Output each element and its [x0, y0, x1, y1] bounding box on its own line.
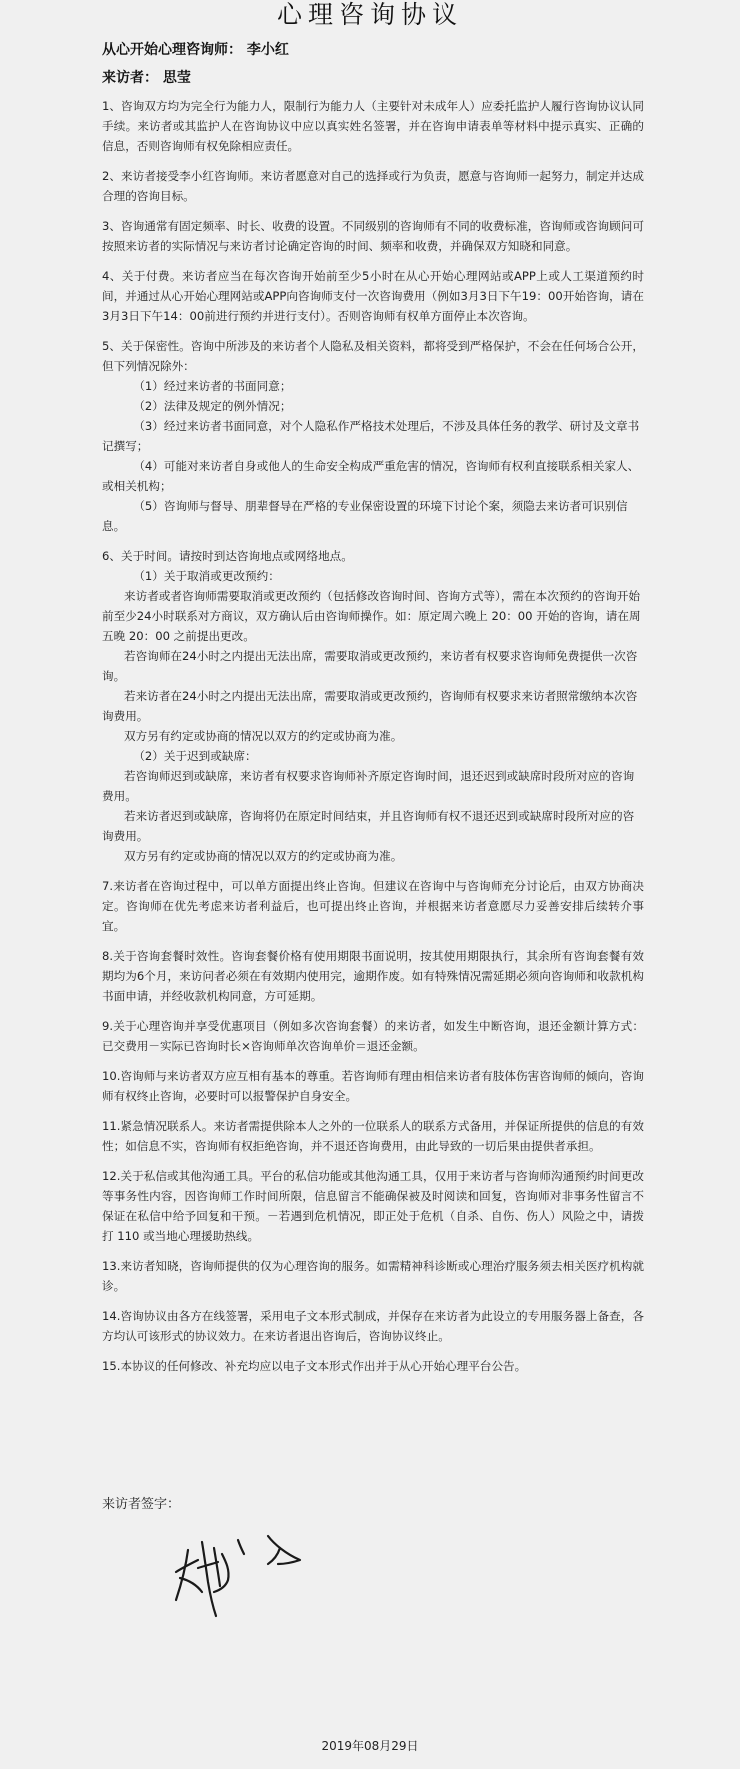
clause-15: 15.本协议的任何修改、补充均应以电子文本形式作出并于从心开始心理平台公告。 [102, 1359, 527, 1373]
agreement-body [102, 96, 644, 1386]
clause-5-item: （4）可能对来访者自身或他人的生命安全构成严重危害的情况，咨询师有权利直接联系相关家人、或相关机构； [102, 459, 640, 493]
clause-1: 1、咨询双方均为完全行为能力人，限制行为能力人（主要针对未成年人）应委托监护人履行咨询协议认同手续。来访者或其监护人在咨询协议中应以真实姓名签署，并在咨询申请表单等材料中提示真实、正确的信息，否则咨询师有权免除相应责任。 [102, 99, 644, 153]
clause-6-2-item: 若来访者迟到或缺席，咨询将仍在原定时间结束，并且咨询师有权不退还迟到或缺席时段所对应的咨询费用。 [102, 809, 635, 843]
page-title: 心理咨询协议 [276, 0, 463, 29]
clause-3: 3、咨询通常有固定频率、时长、收费的设置。不同级别的咨询师有不同的收费标准，咨询师或咨询顾问可按照来访者的实际情况与来访者讨论确定咨询的时间、频率和收费，并确保双方知晓和同意。 [102, 219, 644, 253]
clause-13: 13.来访者知晓，咨询师提供的仅为心理咨询的服务。如需精神科诊断或心理治疗服务须去相关医疗机构就诊。 [102, 1259, 644, 1293]
clause-6-intro: 6、关于时间。请按时到达咨询地点或网络地点。 [102, 549, 353, 563]
clause-12: 12.关于私信或其他沟通工具。平台的私信功能或其他沟通工具，仅用于来访者与咨询师沟通预约时间更改等事务性内容，因咨询师工作时间所限，信息留言不能确保被及时阅读和回复，咨询师对非事务性留言不保证在私信中给予回复和干预。－若遇到危机情况，即正处于危机（自杀、自伤、伤人）风险之中，请拨打 110 或当地心理援助热线。 [102, 1169, 644, 1243]
clause-5-item: （2）法律及规定的例外情况； [133, 399, 292, 413]
clause-7: 7.来访者在咨询过程中，可以单方面提出终止咨询。但建议在咨询中与咨询师充分讨论后，由双方协商决定。咨询师在优先考虑来访者利益后，也可提出终止咨询，并根据来访者意愿尽力妥善安排后续转介事宜。 [102, 879, 644, 933]
clause-4: 4、关于付费。来访者应当在每次咨询开始前至少5小时在从心开始心理网站或APP上或人工渠道预约时间，并通过从心开始心理网站或APP向咨询师支付一次咨询费用（例如3月3日下午19：00开始咨询，请在3月3日下午14：00前进行预约并进行支付）。否则咨询师有权单方面停止本次咨询。 [102, 269, 644, 323]
clause-14: 14.咨询协议由各方在线签署，采用电子文本形式制成，并保存在来访者为此设立的专用服务器上备查，各方均认可该形式的协议效力。在来访者退出咨询后，咨询协议终止。 [102, 1309, 644, 1343]
clause-6-2-item: 双方另有约定或协商的情况以双方的约定或协商为准。 [124, 849, 403, 863]
clause-6 [102, 546, 644, 866]
clause-6-1-item: 若来访者在24小时之内提出无法出席，需要取消或更改预约，咨询师有权要求来访者照常缴纳本次咨询费用。 [102, 689, 638, 723]
client-line: 来访者： 思莹 [102, 70, 191, 86]
clause-6-2-item: 若咨询师迟到或缺席，来访者有权要求咨询师补齐原定咨询时间，退还迟到或缺席时段所对应的咨询费用。 [102, 769, 635, 803]
clause-6-2-title: （2）关于迟到或缺席： [133, 749, 257, 763]
document-date: 2019年08月29日 [321, 1739, 419, 1753]
clause-5-intro: 5、关于保密性。咨询中所涉及的来访者个人隐私及相关资料，都将受到严格保护，不会在任何场合公开，但下列情况除外： [102, 339, 644, 373]
clause-6-1-item: 来访者或者咨询师需要取消或更改预约（包括修改咨询时间、咨询方式等），需在本次预约的咨询开始前至少24小时联系对方商议，双方确认后由咨询师操作。如：原定周六晚上 20：00 开始的咨询，请在周五晚 20：00 之前提出更改。 [102, 589, 641, 643]
clause-11: 11.紧急情况联系人。来访者需提供除本人之外的一位联系人的联系方式备用，并保证所提供的信息的有效性；如信息不实，咨询师有权拒绝咨询，并不退还咨询费用，由此导致的一切后果由提供者承担。 [102, 1119, 644, 1153]
signature-label: 来访者签字： [102, 1497, 181, 1512]
handwritten-signature [168, 1520, 348, 1630]
clause-5-item: （5）咨询师与督导、朋辈督导在严格的专业保密设置的环境下讨论个案，须隐去来访者可识别信息。 [102, 499, 628, 533]
clause-5-item: （1）经过来访者的书面同意； [133, 379, 292, 393]
clause-6-1-item: 若咨询师在24小时之内提出无法出席，需要取消或更改预约，来访者有权要求咨询师免费提供一次咨询。 [102, 649, 638, 683]
clause-9: 9.关于心理咨询并享受优惠项目（例如多次咨询套餐）的来访者，如发生中断咨询，退还金额计算方式：已交费用－实际已咨询时长×咨询师单次咨询单价＝退还金额。 [102, 1019, 644, 1053]
clause-5-item: （3）经过来访者书面同意，对个人隐私作严格技术处理后，不涉及具体任务的教学、研讨及文章书记撰写； [102, 419, 640, 453]
clause-5 [102, 336, 644, 536]
clause-10: 10.咨询师与来访者双方应互相有基本的尊重。若咨询师有理由相信来访者有肢体伤害咨询师的倾向，咨询师有权终止咨询，必要时可以报警保护自身安全。 [102, 1069, 644, 1103]
clause-6-1-item: 双方另有约定或协商的情况以双方的约定或协商为准。 [124, 729, 403, 743]
clause-8: 8.关于咨询套餐时效性。咨询套餐价格有使用期限书面说明，按其使用期限执行，其余所有咨询套餐有效期均为6个月，来访问者必须在有效期内使用完，逾期作废。如有特殊情况需延期必须向咨询师和收款机构书面申请，并经收款机构同意，方可延期。 [102, 949, 644, 1003]
clause-2: 2、来访者接受李小红咨询师。来访者愿意对自己的选择或行为负责，愿意与咨询师一起努力，制定并达成合理的咨询目标。 [102, 169, 644, 203]
clause-6-1-title: （1）关于取消或更改预约： [133, 569, 280, 583]
counselor-line: 从心开始心理咨询师： 李小红 [102, 42, 289, 58]
